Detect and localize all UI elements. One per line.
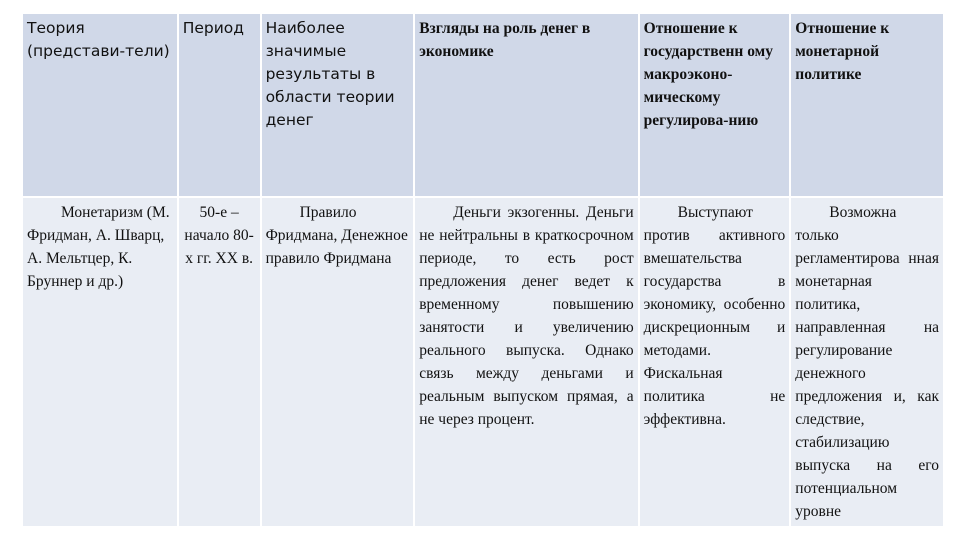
header-row <box>23 14 943 196</box>
cell-results: Правило Фридмана, Денежное правило Фридмана <box>262 198 414 526</box>
cell-state-regulation: Выступают против активного вмешательства государства в экономику, особенно дискреционным и методами. Фискальная политика не эффективна. <box>640 198 790 526</box>
header-theory: Теория (представи-тели) <box>23 14 177 196</box>
header-state-regulation: Отношение к государственн ому макроэконо-мическому регулирова-нию <box>640 14 790 196</box>
header-monetary-policy: Отношение к монетарной политике <box>791 14 943 196</box>
header-period: Период <box>179 14 260 196</box>
cell-money-role: Деньги экзогенны. Деньги не нейтральны в краткосрочном периоде, то есть рост предложения денег ведет к временному повышению занятости и увеличению реального выпуска. Однако связь между деньгами и реальным выпуском прямая, а не через процент. <box>415 198 637 526</box>
header-results: Наиболее значимые результаты в области теории денег <box>262 14 414 196</box>
cell-monetary-policy: Возможна только регламентирова нная монетарная политика, направленная на регулирование денежного предложения и, как следствие, стабилизацию выпуска на его потенциальном уровне <box>791 198 943 526</box>
cell-period: 50-е – начало 80-х гг. XX в. <box>179 198 260 526</box>
header-money-role: Взгляды на роль денег в экономике <box>415 14 637 196</box>
theory-table <box>21 12 945 528</box>
cell-theory: Монетаризм (М. Фридман, А. Шварц, А. Мельтцер, К. Бруннер и др.) <box>23 198 177 526</box>
table-row <box>23 198 943 526</box>
